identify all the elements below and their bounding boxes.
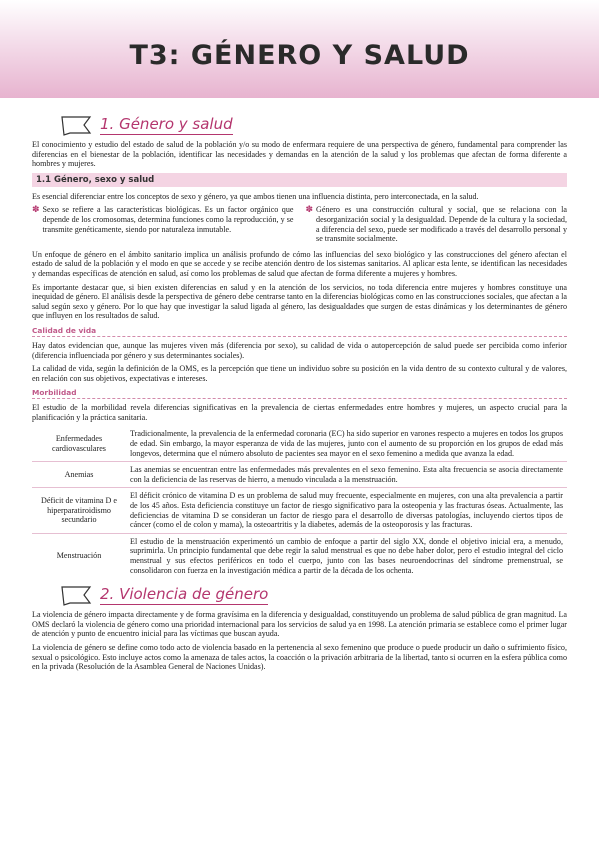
row-text: El déficit crónico de vitamina D es un problema de salud muy frecuente, especialmente en mujeres, con una alta prevalencia a partir de los 45 años. Esta deficiencia constituye un factor de riesgo significativo para la osteopenia y las fracturas óseas. Actualmente, las deficiencias de vitamina D se consideran un factor de riesgo para el desarrollo de diversas patologías, incluyendo ciertos tipos de cáncer (como el de colon y mama), la osteoartritis y la diabetes, además de la osteoporosis y las fracturas. xyxy=(130,491,563,530)
row-label: Menstruación xyxy=(56,551,102,561)
definition-sexo xyxy=(32,205,294,243)
definition-text: Género es una construcción cultural y social, que se relaciona con la desorganización social y la desigualdad. Depende de la cultura y la sociedad, a diferencia del sexo, puede ser modificado a través del desarrollo personal y se transmite socialmente. xyxy=(316,205,567,244)
row-text: Las anemias se encuentran entre las enfermedades más prevalentes en el sexo femenino. Esta alta frecuencia se asocia directamente con la deficiencia de las reservas de hierro, a menudo vinculada a la menstruación. xyxy=(130,465,563,484)
subsection-intro: Es esencial diferenciar entre los conceptos de sexo y género, ya que ambos tienen una influencia distinta, pero interconectada, en la salud. xyxy=(32,191,479,201)
morbidity-table xyxy=(32,426,567,578)
definition-columns xyxy=(32,205,567,243)
row-label: Enfermedades cardiovasculares xyxy=(52,434,106,453)
flag-icon xyxy=(60,584,94,606)
paragraph-violencia-1: La violencia de género impacta directamente y de forma gravísima en la diferencia y desigualdad, constituyendo un problema de salud pública de gran magnitud. La OMS declaró la violencia de género como una prioridad internacional para los servicios de salud ya en 1998. La atención primaria se establece como el primer lugar de atención y punto de encuentro inicial para las víctimas que buscan ayuda. xyxy=(32,610,567,639)
page-title: T3: GÉNERO Y SALUD xyxy=(129,40,470,71)
section-header xyxy=(60,114,567,136)
flower-icon: ✽ xyxy=(305,204,314,215)
table-row xyxy=(32,426,567,461)
flower-icon: ✽ xyxy=(32,204,40,215)
row-label: Anemias xyxy=(64,470,94,480)
paragraph-calidad-2: La calidad de vida, según la definición de la OMS, es la percepción que tiene un individuo sobre su posición en la vida dentro de su contexto cultural y de valores, en relación con sus objetivos, expectativas e intereses. xyxy=(32,364,567,383)
section-title: 1. Género y salud xyxy=(100,115,233,133)
paragraph-violencia-2: La violencia de género se define como todo acto de violencia basado en la pertenencia al sexo femenino que produce o puede producir un daño o sufrimiento físico, sexual o psicológico. Esto incluye actos como la amenaza de tales actos, la coacción o la privación arbitraria de la libertad, tanto si ocurren en la esfera pública como en la privada (Resolución de la Asamblea General de Naciones Unidas). xyxy=(32,642,567,672)
page-content xyxy=(32,112,567,676)
paragraph-calidad-1: Hay datos evidencian que, aunque las mujeres viven más (diferencia por sexo), su calidad de vida o autopercepción de salud puede ser percibida como inferior (diferencia influenciada por género y sus determinantes sociales). xyxy=(32,340,567,360)
section-title: 2. Violencia de género xyxy=(100,585,269,604)
section-header xyxy=(60,584,567,606)
minor-heading: Calidad de vida xyxy=(32,326,567,337)
definition-text: Sexo se refiere a las características biológicas. Es un factor orgánico que depende de los cromosomas, determina funciones como la reproducción, y se transmite genéticamente, siendo por naturaleza inmutable. xyxy=(42,205,294,234)
subsection-title: 1.1 Género, sexo y salud xyxy=(32,173,567,187)
paragraph-enfoque: Un enfoque de género en el ámbito sanitario implica un análisis profundo de cómo las influencias del sexo biológico y las construcciones del género afectan el estado de salud de la población y el modo en que se accede y se recibe atención dentro de los sistemas sanitarios. Al aplicar esta lente, se identifican las necesidades y demandas específicas de atención en salud, así como los problemas de salud que afectan de forma diferente a mujeres y hombres. xyxy=(32,249,567,278)
table-row xyxy=(32,488,567,533)
flag-icon xyxy=(60,114,94,136)
row-text: El estudio de la menstruación experimentó un cambio de enfoque a partir del siglo XX, donde el objetivo inicial era, a menudo, suprimirla. Un principio fundamental que debe regir la salud menstrual es que no debe haber dolor, pero el estudio integral del ciclo menstrual y sus efectos periféricos en todo el cuerpo, junto con las bases neuroendocrinas del síndrome premenstrual, se consolidaron con fuerza en la investigación médica a partir de la década de los ochenta. xyxy=(130,536,563,575)
table-row xyxy=(32,533,567,578)
paragraph-importante: Es importante destacar que, si bien existen diferencias en salud y en la atención de los servicios, no toda diferencia entre mujeres y hombres constituye una inequidad de género. El análisis desde la perspectiva de género debe centrarse tanto en la diferencias biológicas como en las construcciones sociales, que afectan a la salud según sexo y género. Por lo que hay que investigar la salud ligada al género, las desigualdades que surgen de estas dinámicas y los determinantes de género que influyen en los resultados de salud. xyxy=(32,282,567,321)
row-label: Déficit de vitamina D e hiperparatiroidismo secundario xyxy=(41,496,117,525)
definition-genero xyxy=(306,205,568,243)
paragraph-morbilidad: El estudio de la morbilidad revela diferencias significativas en la prevalencia de ciertas enfermedades entre hombres y mujeres, un aspecto crucial para la planificación y la práctica sanitaria. xyxy=(32,403,567,422)
intro-paragraph: El conocimiento y estudio del estado de salud de la población y/o su modo de enfermara requiere de una perspectiva de género, fundamental para comprender las diferencias en el bienestar de la población, identificar las necesidades y demandas en la atención de la salud y los problemas que afectan de forma diferente a hombres y mujeres. xyxy=(32,140,567,169)
title-banner xyxy=(0,0,599,98)
row-text: Tradicionalmente, la prevalencia de la enfermedad coronaria (EC) ha sido superior en varones respecto a mujeres en todos los grupos de edad. Sin embargo, la mayor esperanza de vida de las mujeres, junto con el aumento de su proporción en los grupos de edad más longevos, determina que el número absoluto de pacientes sea mayor en el sexo femenino a medida que avanza la edad. xyxy=(130,429,563,458)
minor-heading: Morbilidad xyxy=(32,388,567,399)
table-row xyxy=(32,462,567,488)
